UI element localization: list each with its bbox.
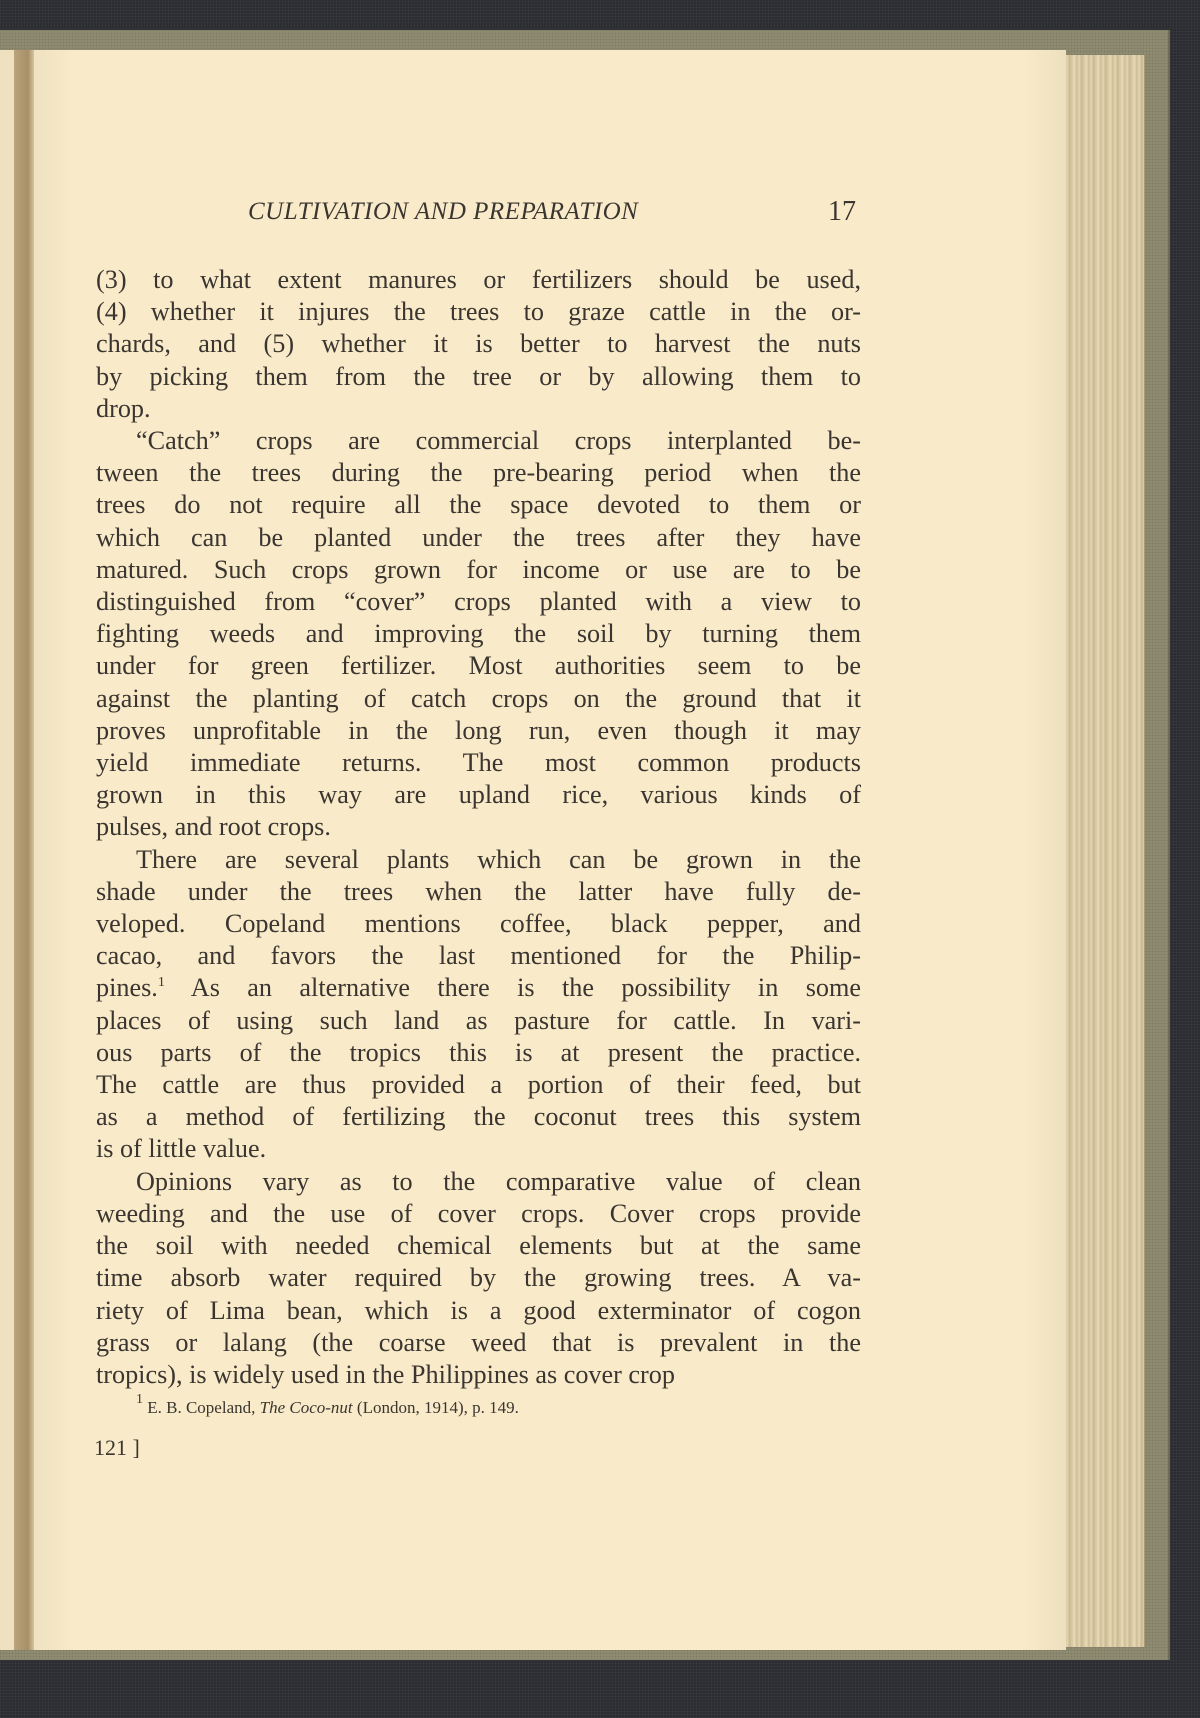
text-line: tween the trees during the pre-bearing period when the: [96, 458, 861, 488]
paragraph: [96, 425, 861, 844]
text-line: (3) to what extent manures or fertilizers should be used,: [96, 265, 861, 294]
text-line: distinguished from “cover” crops planted with a view to: [96, 587, 861, 617]
signature-mark: 121 ]: [94, 1435, 140, 1460]
body-text: [96, 264, 861, 1391]
text-line: veloped. Copeland mentions coffee, black pepper, and: [96, 909, 861, 939]
footnote: [136, 1392, 519, 1418]
text-line: as a method of fertilizing the coconut trees this system: [96, 1102, 861, 1132]
text-line: There are several plants which can be grown in the: [136, 844, 861, 874]
text-line: fighting weeds and improving the soil by turning them: [96, 619, 861, 649]
text-line: grass or lalang (the coarse weed that is prevalent in the: [96, 1327, 861, 1357]
text-line: under for green fertilizer. Most authorities seem to be: [96, 651, 861, 681]
text-line: riety of Lima bean, which is a good exterminator of cogon: [96, 1295, 861, 1325]
paragraph: [96, 844, 861, 1166]
page-number: 17: [828, 196, 856, 227]
text-line: Opinions vary as to the comparative value of clean: [136, 1166, 861, 1196]
text-line: The cattle are thus provided a portion of their feed, but: [96, 1070, 861, 1100]
footnote-marker: 1: [136, 1392, 143, 1407]
text-line: trees do not require all the space devoted to them or: [96, 490, 861, 520]
text-line: yield immediate returns. The most common products: [96, 748, 861, 778]
text-line: which can be planted under the trees after they have: [96, 522, 861, 552]
text-line: chards, and (5) whether it is better to harvest the nuts: [96, 329, 861, 359]
text-line: grown in this way are upland rice, various kinds of: [96, 780, 861, 810]
text-line: “Catch” crops are commercial crops interplanted be-: [136, 426, 861, 456]
text-line: places of using such land as pasture for cattle. In vari-: [96, 1005, 861, 1035]
text-line: pulses, and root crops.: [96, 812, 331, 842]
text-line: drop.: [96, 393, 151, 423]
text-line: tropics), is widely used in the Philippines as cover crop: [96, 1359, 675, 1389]
page-edges: [1060, 55, 1145, 1647]
footnote-title: The Coco-nut: [259, 1398, 353, 1417]
text-line: pines.$^1$ As an alternative there is the possibility in some: [96, 973, 861, 1003]
text-line: ous parts of the tropics this is at present the practice.: [96, 1037, 861, 1067]
text-line: cacao, and favors the last mentioned for the Philip-: [96, 941, 861, 971]
text-line: matured. Such crops grown for income or use are to be: [96, 554, 861, 584]
text-line: the soil with needed chemical elements but at the same: [96, 1231, 861, 1261]
footnote-reference: 1: [157, 975, 165, 991]
running-head: CULTIVATION AND PREPARATION: [248, 198, 639, 225]
footnote-rest: (London, 1914), p. 149.: [356, 1398, 519, 1417]
text-line: proves unprofitable in the long run, even though it may: [96, 715, 861, 745]
paragraph: [96, 1166, 861, 1391]
text-line: weeding and the use of cover crops. Cover crops provide: [96, 1198, 861, 1228]
text-line: against the planting of catch crops on the ground that it: [96, 683, 861, 713]
text-line: is of little value.: [96, 1134, 267, 1164]
text-line: shade under the trees when the latter have fully de-: [96, 876, 861, 906]
text-line: by picking them from the tree or by allowing them to: [96, 361, 861, 391]
text-line: (4) whether it injures the trees to graze cattle in the or-: [96, 297, 861, 327]
book-gutter: [14, 50, 34, 1650]
previous-page-edge: [0, 50, 14, 1650]
paragraph: [96, 264, 861, 425]
text-line: time absorb water required by the growing trees. A va-: [96, 1263, 861, 1293]
footnote-author: E. B. Copeland,: [147, 1398, 256, 1417]
